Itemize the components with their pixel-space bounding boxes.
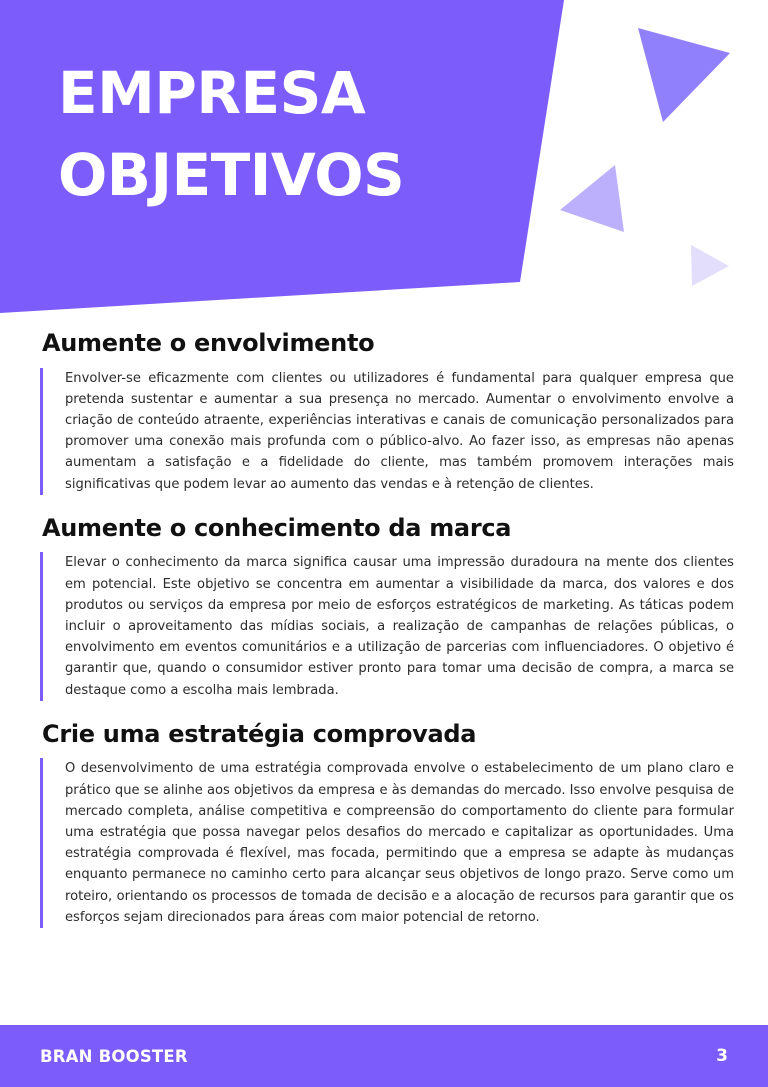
section-paragraph: Envolver-se eficazmente com clientes ou utilizadores é fundamental para qualquer empresa que pretenda sustentar e aumentar a sua presença no mercado. Aumentar o envolvimento envolve a criação de conteúdo atraente, experiências interativas e canais de comunicação personalizados para promover uma conexão mais profunda com o público-alvo. Ao fazer isso, as empresas não apenas aumentam a satisfação e a fidelidade do cliente, mas também promovem interações mais significativas que podem levar ao aumento das vendas e à retenção de clientes. xyxy=(65,370,734,492)
section-body-block xyxy=(40,552,734,700)
section-body-block xyxy=(40,368,734,495)
triangle-small-icon xyxy=(691,245,729,286)
accent-bar xyxy=(40,552,43,700)
page-title-line-2: OBJETIVOS xyxy=(58,141,405,210)
footer-page-number: 3 xyxy=(716,1046,728,1066)
section-estrategia-comprovada xyxy=(0,721,768,928)
section-envolvimento xyxy=(0,330,768,495)
content-area xyxy=(0,330,768,928)
section-paragraph: O desenvolvimento de uma estratégia comprovada envolve o estabelecimento de um plano claro e prático que se alinhe aos objetivos da empresa e às demandas do mercado. Isso envolve pesquisa de mercado completa, análise competitiva e compreensão do comportamento do cliente para formular uma estratégia que possa navegar pelos desafios do mercado e capitalizar as oportunidades. Uma estratégia comprovada é flexível, mas focada, permitindo que a empresa se adapte às mudanças enquanto permanece no caminho certo para alcançar seus objetivos de longo prazo. Serve como um roteiro, orientando os processos de tomada de decisão e a alocação de recursos para garantir que os esforços sejam direcionados para áreas com maior potencial de retorno. xyxy=(65,761,734,925)
section-heading: Crie uma estratégia comprovada xyxy=(42,719,477,748)
page-title-line-1: EMPRESA xyxy=(58,59,366,127)
page-header xyxy=(0,0,768,330)
footer-brand-label: BRAN BOOSTER xyxy=(40,1046,188,1066)
page-footer xyxy=(0,1025,768,1087)
section-paragraph: Elevar o conhecimento da marca significa causar uma impressão duradoura na mente dos clientes em potencial. Este objetivo se concentra em aumentar a visibilidade da marca, dos valores e dos produtos ou serviços da empresa por meio de esforços estratégicos de marketing. As táticas podem incluir o aproveitamento das mídias sociais, a realização de campanhas de relações públicas, o envolvimento em eventos comunitários e a utilização de parcerias com influenciadores. O objetivo é garantir que, quando o consumidor estiver pronto para tomar uma decisão de compra, a marca se destaque como a escolha mais lembrada. xyxy=(65,555,734,698)
triangle-medium-icon xyxy=(560,165,624,232)
section-heading: Aumente o conhecimento da marca xyxy=(42,513,512,542)
section-heading: Aumente o envolvimento xyxy=(42,329,375,357)
triangle-large-icon xyxy=(638,28,730,122)
section-body-block xyxy=(40,758,734,928)
accent-bar xyxy=(40,368,43,495)
section-conhecimento-da-marca xyxy=(0,515,768,701)
page-title xyxy=(58,52,508,217)
accent-bar xyxy=(40,758,43,928)
